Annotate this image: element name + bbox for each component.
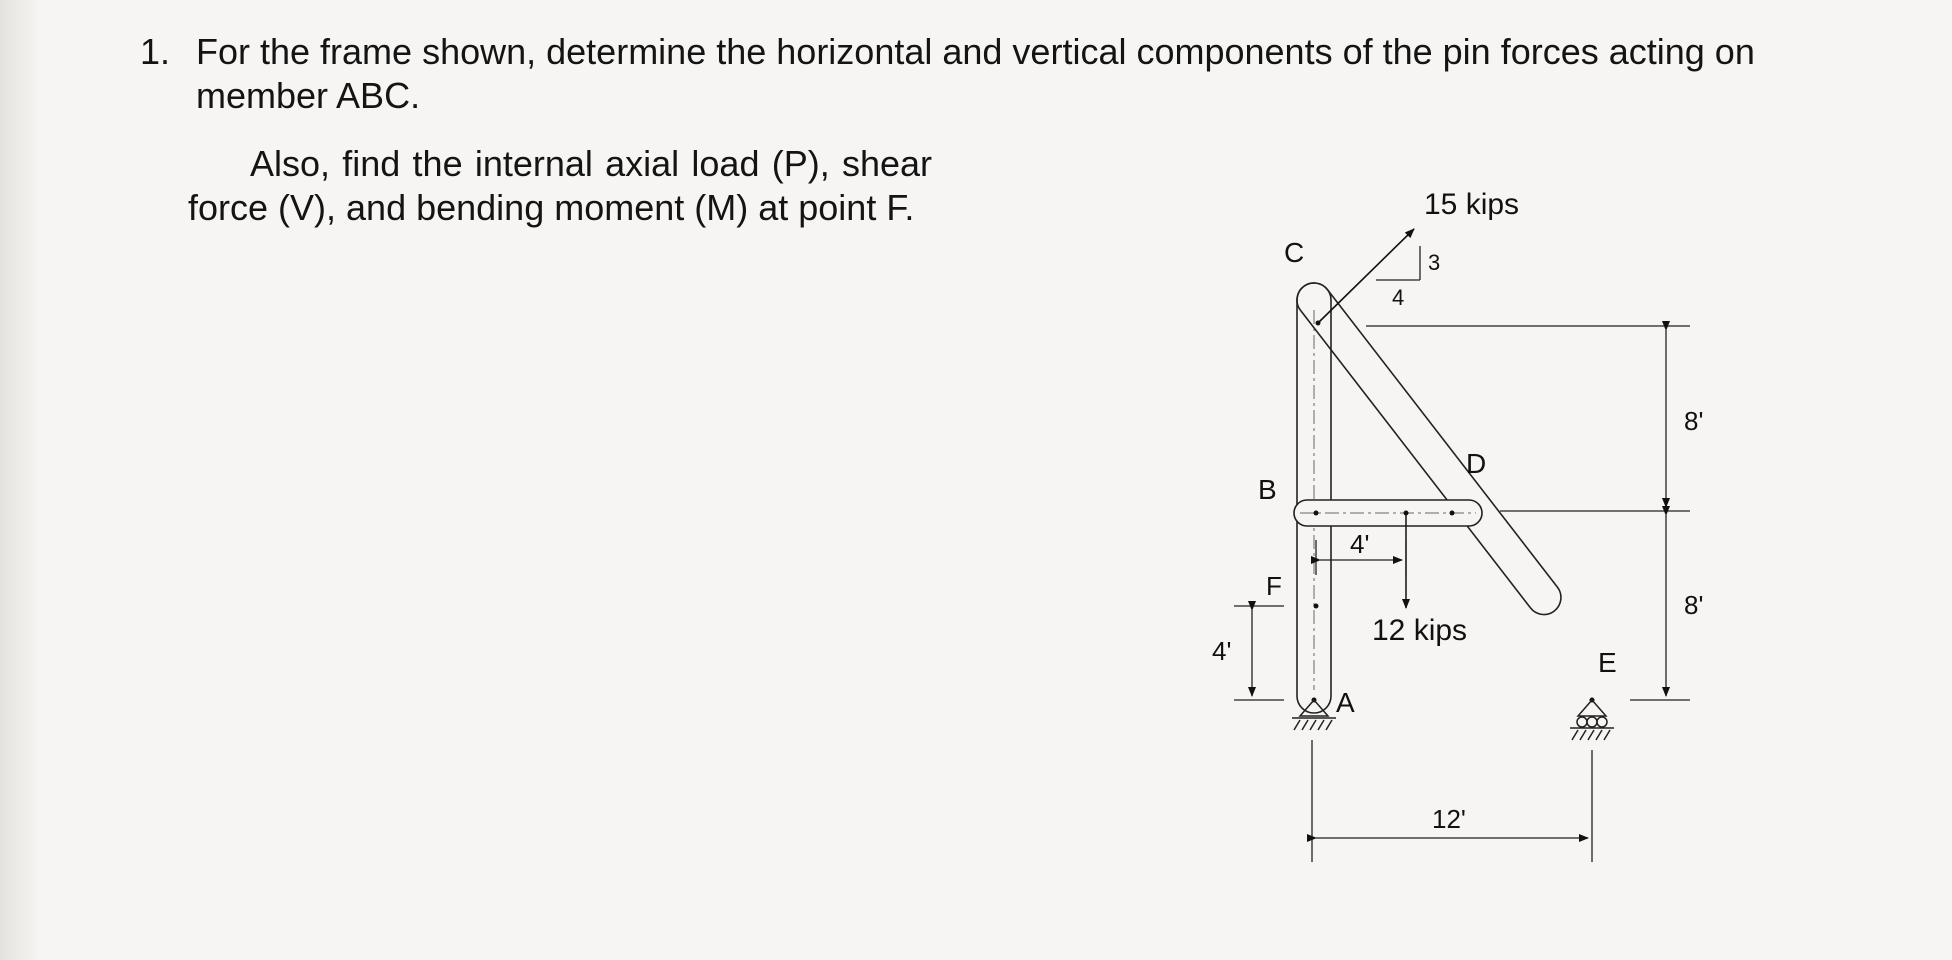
slope-run-label: 4 <box>1392 285 1405 310</box>
dim-load-offset-label: 4' <box>1350 529 1370 559</box>
label-e: E <box>1598 647 1617 678</box>
problem-statement: For the frame shown, determine the horizontal and vertical components of the pin forces acting on member ABC. <box>196 31 1755 116</box>
pin-d <box>1450 511 1455 516</box>
dim-horizontal-span-label: 12' <box>1432 804 1466 834</box>
dim-upper-vertical-label: 8' <box>1684 406 1704 436</box>
pin-b <box>1314 511 1319 516</box>
load-12-kip-point <box>1404 511 1409 516</box>
slope-triangle <box>1376 246 1420 280</box>
dim-f-height <box>1234 606 1284 700</box>
support-e <box>1570 700 1614 740</box>
label-f: F <box>1266 571 1282 601</box>
dim-f-height-label: 4' <box>1212 636 1232 666</box>
load-12-kip-label: 12 kips <box>1372 614 1468 647</box>
load-15-kip-label: 15 kips <box>1424 188 1520 221</box>
slope-rise-label: 3 <box>1428 250 1441 275</box>
point-f <box>1314 604 1319 609</box>
label-d: D <box>1466 448 1487 479</box>
label-b: B <box>1258 474 1277 505</box>
label-c: C <box>1284 237 1305 268</box>
dim-horizontal-span <box>1312 740 1592 862</box>
problem-number: 1. <box>140 31 171 72</box>
dim-lower-vertical-label: 8' <box>1684 590 1704 620</box>
problem-followup: Also, find the internal axial load (P), shear force (V), and bending moment (M) at point F. <box>188 143 932 228</box>
label-a: A <box>1336 687 1355 718</box>
